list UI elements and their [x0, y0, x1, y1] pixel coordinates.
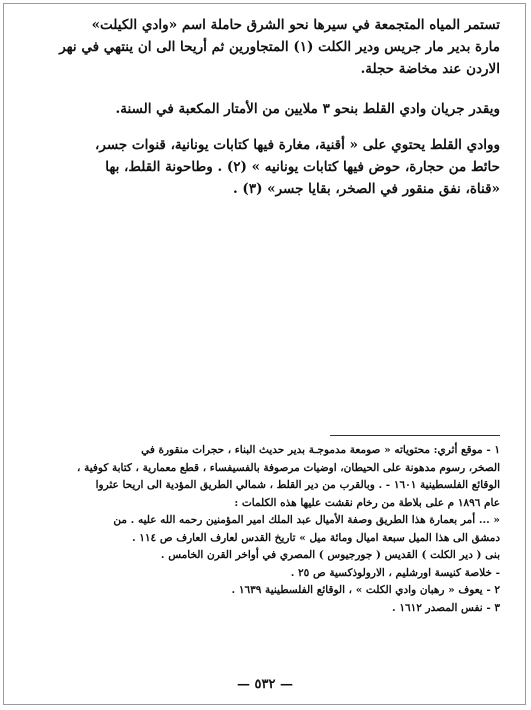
paragraph-1-line: مارة بدير مار جريس ودير الكلت (١) المتجاورين ثم أريحا الى ان ينتهي في نهر	[59, 39, 500, 55]
paragraph-1-line: تستمر المياه المتجمعة في سيرها نحو الشرق حاملة اسم «وادي الكيلت»	[91, 17, 500, 33]
paragraph-1	[30, 14, 500, 80]
footnotes	[30, 442, 500, 617]
footnote-line: ١ - موقع أثري: محتوياته « صومعة مدموجـة بدير حديث البناء ، حجرات منقورة في	[141, 444, 500, 456]
footnote-line: عام ١٨٩٦ م على بلاطة من رخام نقشت عليها هذه الكلمات :	[234, 496, 500, 509]
paragraph-3-line: حائط من حجارة، حوض فيها كتابات يونانيه » (٢) . وطاحونة القلط، بها	[105, 159, 500, 175]
page-number: — ٥٣٢ —	[236, 677, 293, 692]
footnote-line: ٢ - يعوف « رهبان وادي الكلت » ، الوقائع الفلسطينية ١٦٣٩ .	[231, 584, 500, 596]
footnote-separator	[330, 435, 500, 436]
footnote-line: الصخر، رسوم مدهونة على الحيطان، اوضيات مرصوفة بالفسيفساء ، قطع معمارية ، كتابة كوفية ،	[77, 461, 500, 474]
footnote-line: - خلاصة كنيسة اورشليم ، الارولوذكسية ص ٢٥ .	[290, 566, 500, 579]
paragraph-3-line: «قناة، نفق منقور في الصخر، بقايا جسر» (٣) .	[233, 181, 500, 197]
paragraph-2-line: ويقدر جريان وادي القلط بنحو ٣ ملايين من الأمتار المكعبة في السنة.	[115, 101, 500, 117]
paragraph-3-line: ووادي القلط يحتوي على « أقنية، مغارة فيها كتابات يونانية، قنوات جسر،	[95, 137, 500, 153]
paragraph-2	[30, 98, 500, 120]
footnote-line: « ... أمر بعمارة هذا الطريق وصفة الأميال عبد الملك امير المؤمنين رحمه الله عليه . من	[113, 514, 500, 526]
paragraph-1-line: الاردن عند مخاضة حجلة.	[360, 61, 500, 77]
footnote-line: دمشق الى هذا الميل سبعة اميال ومائة ميل » تاريخ القدس لعارف العارف ص ١١٤ .	[131, 531, 500, 544]
footnote-line: ٣ - نفس المصدر ١٦١٢ .	[392, 601, 500, 614]
footnote-line: بنى ( دير الكلت ) القديس ( جورجيوس ) المصري في أواخر القرن الخامس .	[160, 549, 500, 561]
paragraph-3	[30, 134, 500, 200]
footnote-line: الوقائع الفلسطينية ١٦٠١ - . وبالقرب من دير القلط ، شمالي الطريق المؤدية الى اريحا عثروا	[95, 479, 500, 491]
